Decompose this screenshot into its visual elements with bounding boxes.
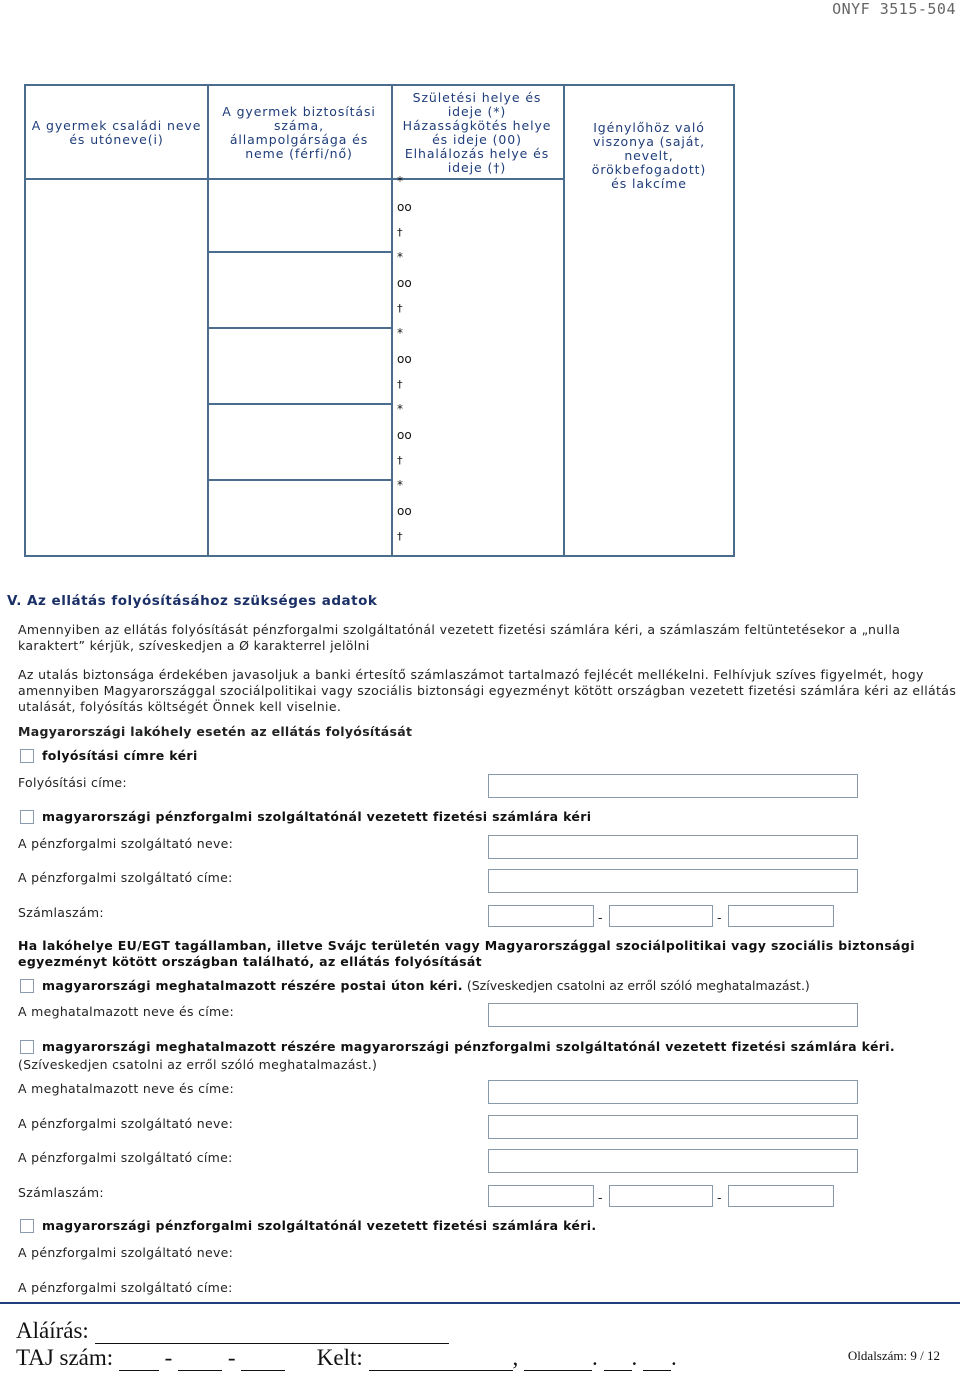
signature-row: Aláírás:: [16, 1318, 449, 1344]
checkbox[interactable]: [20, 1040, 34, 1054]
proxy-account-note: (Szíveskedjen csatolni az erről szóló meghatalmazást.): [18, 1057, 378, 1072]
label-account: Számlaszám:: [18, 905, 104, 920]
zero-character-note: Amennyiben az ellátás folyósítását pénzforgalmi szolgáltatónál vezetett fizetési számlára kéri, a számlaszám feltüntetésekor a „nulla karaktert” kérjük, szíveskedjen a Ø karakterrel jelölni: [18, 622, 901, 653]
label-proxy-2: A meghatalmazott neve és címe:: [18, 1081, 235, 1096]
symbol-marriage: oo: [397, 428, 412, 442]
header-birth-marriage-death: Születési helye és ideje (*) Házasságkötés helye és ideje (00) Elhalálozás helye és ideje (†): [402, 90, 552, 175]
taj-date-row: TAJ szám: - - Kelt: , . . .: [16, 1345, 677, 1370]
domestic-heading: Magyarországi lakóhely esetén az ellátás folyósítását: [18, 724, 413, 739]
provider-address-field[interactable]: [488, 869, 858, 893]
option-proxy-postal[interactable]: magyarországi meghatalmazott részére postai úton kéri. (Szíveskedjen csatolni az erről szóló meghatalmazást.): [20, 978, 810, 993]
checkbox[interactable]: [20, 810, 34, 824]
label-provider-name: A pénzforgalmi szolgáltató neve:: [18, 836, 234, 851]
header-child-insurance: A gyermek biztosítási száma, állampolgársága és neme (férfi/nő): [222, 104, 376, 161]
account-part-1[interactable]: [488, 905, 594, 927]
transfer-security-note: Az utalás biztonsága érdekében javasoljuk a banki értesítő számlaszámot tartalmazó fejlécét mellékelni. Felhívjuk szíves figyelmét, hogy amennyiben Magyarországgal szociálpolitikai vagy szociális biztonsági egyezményt kötött országban vezetett fizetési számlára kéri az ellátás utalását, folyósítás költségét Önnek kell viselnie.: [18, 667, 957, 714]
label-provider-name-3: A pénzforgalmi szolgáltató neve:: [18, 1245, 234, 1260]
date-month[interactable]: [604, 1350, 632, 1371]
address-field[interactable]: [488, 774, 858, 798]
symbol-birth: *: [397, 326, 403, 340]
label-proxy: A meghatalmazott neve és címe:: [18, 1004, 235, 1019]
date-place[interactable]: [369, 1350, 513, 1371]
option-address[interactable]: folyósítási címre kéri: [20, 748, 198, 763]
symbol-marriage: oo: [397, 276, 412, 290]
account-part-2[interactable]: [609, 905, 713, 927]
option-domestic-account[interactable]: magyarországi pénzforgalmi szolgáltatónál vezetett fizetési számlára kéri: [20, 809, 591, 824]
account2-part-1[interactable]: [488, 1185, 594, 1207]
symbol-marriage: oo: [397, 504, 412, 518]
section-title: V. Az ellátás folyósításához szükséges adatok: [7, 593, 378, 609]
checkbox[interactable]: [20, 1219, 34, 1233]
symbol-death: †: [397, 454, 403, 467]
provider-name-field[interactable]: [488, 835, 858, 859]
header-child-name: A gyermek családi neve és utóneve(i): [31, 118, 202, 147]
header-relation-address: Igénylőhöz való viszonya (saját, nevelt, örökbefogadott) és lakcíme: [591, 120, 707, 191]
date-day[interactable]: [643, 1350, 671, 1371]
label-provider-address-3: A pénzforgalmi szolgáltató címe:: [18, 1280, 233, 1295]
page-number: Oldalszám: 9 / 12: [847, 1348, 940, 1363]
symbol-birth: *: [397, 402, 403, 416]
account2-part-2[interactable]: [609, 1185, 713, 1207]
taj-part-1[interactable]: [119, 1350, 159, 1371]
checkbox[interactable]: [20, 749, 34, 763]
option-proxy-account[interactable]: magyarországi meghatalmazott részére magyarországi pénzforgalmi szolgáltatónál vezetett fizetési számlára kéri.: [20, 1039, 895, 1054]
proxy-field-2[interactable]: [488, 1080, 858, 1104]
symbol-marriage: oo: [397, 352, 412, 366]
symbol-death: †: [397, 378, 403, 391]
eu-heading: Ha lakóhelye EU/EGT tagállamban, illetve Svájc területén vagy Magyarországgal szociálpolitikai vagy szociális biztonsági egyezményt kötött országban található, az ellátás folyósítását: [18, 938, 915, 969]
symbol-death: †: [397, 302, 403, 315]
taj-part-3[interactable]: [241, 1350, 285, 1371]
signature-line[interactable]: [95, 1323, 449, 1344]
label-provider-name-2: A pénzforgalmi szolgáltató neve:: [18, 1116, 234, 1131]
taj-part-2[interactable]: [178, 1350, 222, 1371]
label-provider-address-2: A pénzforgalmi szolgáltató címe:: [18, 1150, 233, 1165]
account-part-3[interactable]: [728, 905, 834, 927]
footer-divider: [0, 1302, 960, 1304]
symbol-marriage: oo: [397, 200, 412, 214]
children-table: [24, 84, 735, 557]
proxy-field[interactable]: [488, 1003, 858, 1027]
label-provider-address: A pénzforgalmi szolgáltató címe:: [18, 870, 233, 885]
checkbox[interactable]: [20, 979, 34, 993]
symbol-death: †: [397, 226, 403, 239]
provider-address-field-2[interactable]: [488, 1149, 858, 1173]
label-address: Folyósítási címe:: [18, 775, 127, 790]
date-year[interactable]: [524, 1350, 592, 1371]
account2-part-3[interactable]: [728, 1185, 834, 1207]
symbol-birth: *: [397, 174, 403, 188]
option-foreign-account[interactable]: magyarországi pénzforgalmi szolgáltatónál vezetett fizetési számlára kéri.: [20, 1218, 597, 1233]
label-account-2: Számlaszám:: [18, 1185, 104, 1200]
provider-name-field-2[interactable]: [488, 1115, 858, 1139]
symbol-death: †: [397, 530, 403, 543]
symbol-birth: *: [397, 478, 403, 492]
document-code: ONYF 3515-504: [832, 0, 956, 18]
symbol-birth: *: [397, 250, 403, 264]
